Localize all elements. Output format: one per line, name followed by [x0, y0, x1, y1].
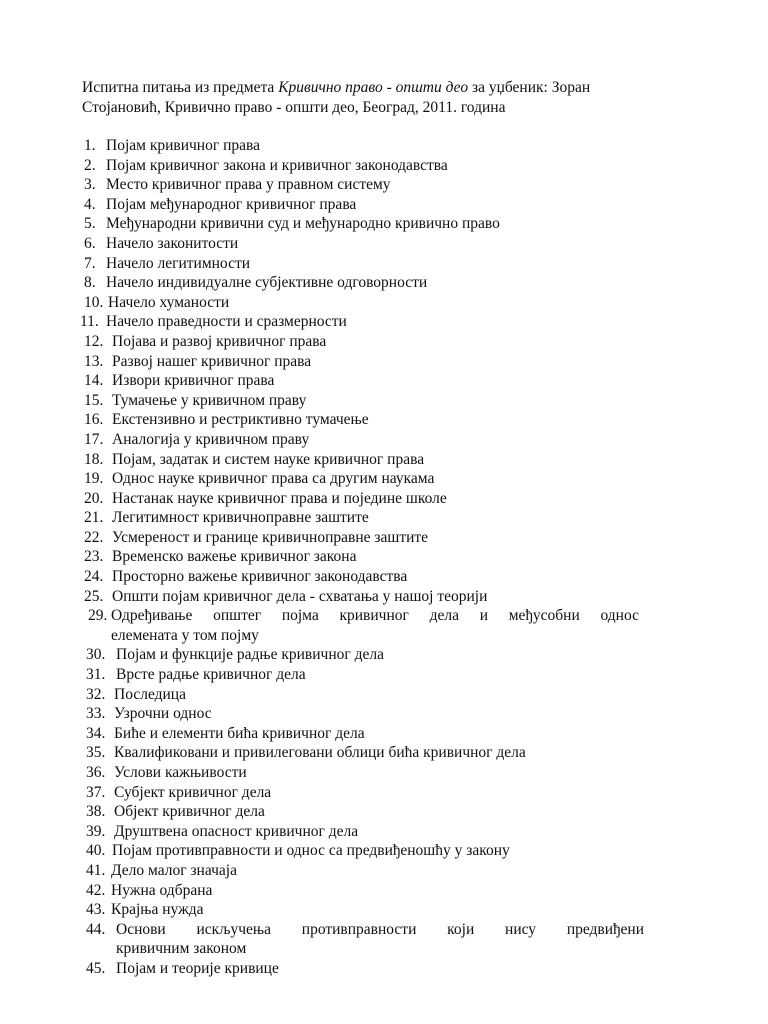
question-text: Усмереност и границе кривичноправне заштите	[112, 528, 429, 546]
list-item	[0, 645, 768, 665]
list-item	[0, 508, 768, 528]
question-text: Појам и функције радње кривичног дела	[116, 646, 384, 664]
question-number: 29.	[88, 607, 108, 625]
question-text: Начело индивидуалне субјективне одговорности	[106, 274, 428, 292]
question-text: Последица	[114, 685, 186, 703]
question-number: 36.	[86, 764, 106, 781]
question-text: Појам и теорије кривице	[116, 959, 279, 977]
list-item	[0, 489, 768, 509]
list-item	[0, 371, 768, 391]
title-subject-italic: Кривично право - општи део	[278, 79, 469, 96]
question-number: 18.	[84, 450, 104, 468]
list-item	[0, 273, 768, 293]
question-text: Појам кривичног закона и кривичног законодавства	[106, 156, 448, 174]
question-number: 2.	[84, 156, 96, 174]
title-part-1: Испитна питања из предмета	[82, 79, 279, 96]
list-item	[0, 704, 768, 724]
question-number: 41.	[86, 861, 106, 879]
question-number: 17.	[84, 430, 104, 448]
list-item	[0, 430, 768, 450]
list-item	[0, 214, 768, 234]
question-text: Квалификовани и привилеговани облици бића кривичног дела	[114, 744, 526, 762]
list-item	[0, 156, 768, 176]
question-number: 40.	[86, 842, 106, 860]
question-text: Временско важење кривичног закона	[112, 548, 357, 566]
question-text: Просторно важење кривичног законодавства	[112, 568, 408, 586]
list-item	[0, 881, 768, 901]
question-text: Начело легитимности	[106, 254, 251, 272]
question-number: 42.	[86, 881, 106, 899]
question-number: 16.	[84, 411, 104, 429]
list-item	[0, 567, 768, 587]
list-item	[0, 587, 768, 607]
list-item	[0, 743, 768, 763]
question-number: 45.	[86, 959, 106, 977]
list-item	[0, 469, 768, 489]
question-text: Место кривичног права у правном систему	[106, 176, 391, 194]
list-item	[0, 783, 768, 803]
question-text: Појам противправности и однос са предвиђеношћу у закону	[112, 842, 510, 860]
question-text: Начело хуманости	[108, 293, 230, 311]
list-item	[0, 900, 768, 920]
question-text: Општи појам кривичног дела - схватања у нашој теорији	[112, 587, 488, 605]
question-text: Легитимност кривичноправне заштите	[112, 509, 369, 527]
question-number: 20.	[84, 489, 104, 507]
list-item	[0, 802, 768, 822]
question-text: Екстензивно и рестриктивно тумачење	[112, 411, 369, 429]
question-text: Начело праведности и сразмерности	[106, 313, 347, 331]
question-number: 24.	[84, 568, 104, 586]
question-number: 15.	[84, 391, 104, 409]
question-text: Дело малог значаја	[111, 861, 237, 879]
list-item	[0, 685, 768, 705]
question-number: 38.	[86, 803, 106, 821]
question-number: 44.	[86, 920, 106, 938]
question-number: 34.	[86, 724, 106, 742]
question-number: 32.	[86, 685, 106, 703]
question-number: 19.	[84, 470, 104, 488]
question-text: Одређивање општег појма кривичног дела и међусобни однос	[111, 607, 639, 625]
question-number: 33.	[86, 705, 106, 723]
list-item	[0, 410, 768, 430]
question-text-continuation: кривичним законом	[116, 940, 247, 958]
list-item	[0, 665, 768, 685]
question-text: Развој нашег кривичног права	[112, 352, 312, 370]
list-item	[0, 547, 768, 567]
question-text: Однос науке кривичног права са другим наукама	[112, 470, 435, 488]
list-item	[0, 352, 768, 372]
question-text: Појава и развој кривичног права	[112, 332, 327, 350]
list-item	[0, 293, 768, 313]
question-text: Услови кажњивости	[114, 764, 247, 781]
question-number: 3.	[84, 176, 96, 194]
question-text: Аналогија у кривичном праву	[112, 430, 310, 448]
list-item	[0, 920, 768, 959]
question-number: 25.	[84, 587, 104, 605]
question-number: 39.	[86, 822, 106, 840]
list-item	[0, 861, 768, 881]
list-item	[0, 959, 768, 979]
question-text: Извори кривичног права	[112, 372, 275, 390]
question-number: 23.	[84, 548, 104, 566]
question-text: Основи искључења противправности који нису предвиђени	[116, 920, 644, 938]
question-text: Крајња нужда	[111, 901, 204, 919]
question-text: Узрочни однос	[114, 705, 212, 723]
question-number: 37.	[86, 783, 106, 801]
question-number: 35.	[86, 744, 106, 762]
list-item	[0, 822, 768, 842]
question-text: Објект кривичног дела	[114, 803, 265, 821]
question-number: 43.	[86, 901, 106, 919]
question-number: 12.	[84, 332, 104, 350]
list-item	[0, 450, 768, 470]
document-title	[82, 78, 702, 118]
list-item	[0, 841, 768, 861]
question-number: 6.	[84, 234, 96, 252]
question-number: 8.	[84, 274, 96, 292]
list-item	[0, 234, 768, 254]
question-text: Субјект кривичног дела	[114, 783, 272, 801]
question-number: 5.	[84, 215, 96, 233]
question-text: Међународни кривични суд и међународно кривично право	[106, 215, 500, 233]
question-text: Врсте радње кривичног дела	[116, 666, 306, 684]
list-item	[0, 724, 768, 744]
question-text: Тумачење у кривичном праву	[112, 391, 307, 409]
question-text: Нужна одбрана	[111, 881, 213, 899]
list-item	[0, 763, 768, 783]
question-text: Појам кривичног права	[106, 137, 260, 154]
list-item	[0, 528, 768, 548]
list-item	[0, 606, 768, 645]
question-number: 31.	[86, 666, 106, 684]
list-item	[0, 391, 768, 411]
question-number: 7.	[84, 254, 96, 272]
list-item	[0, 332, 768, 352]
list-item	[0, 136, 768, 156]
question-number: 21.	[84, 509, 104, 527]
question-text: Друштвена опасност кривичног дела	[114, 822, 359, 840]
question-number: 30.	[86, 646, 106, 664]
question-number: 1.	[84, 137, 96, 154]
question-text: Појам, задатак и систем науке кривичног права	[112, 450, 425, 468]
question-number: 10.	[84, 293, 104, 311]
title-line-2: Стојановић, Кривично право - општи део, Београд, 2011. година	[82, 99, 506, 116]
question-number: 4.	[84, 195, 96, 213]
question-number: 14.	[84, 372, 104, 390]
question-list	[0, 136, 768, 979]
question-number: 22.	[84, 528, 104, 546]
question-text: Настанак науке кривичног права и поједине школе	[112, 489, 447, 507]
list-item	[0, 175, 768, 195]
question-text: Биће и елементи бића кривичног дела	[114, 724, 365, 742]
question-number: 13.	[84, 352, 104, 370]
question-number: 11.	[80, 313, 99, 331]
list-item	[0, 312, 768, 332]
title-part-3: за уџбеник: Зоран	[468, 79, 591, 96]
list-item	[0, 254, 768, 274]
question-text: Појам међународног кривичног права	[106, 195, 357, 213]
question-text: Начело законитости	[106, 234, 239, 252]
question-text-continuation: елемената у том појму	[111, 626, 259, 644]
list-item	[0, 195, 768, 215]
